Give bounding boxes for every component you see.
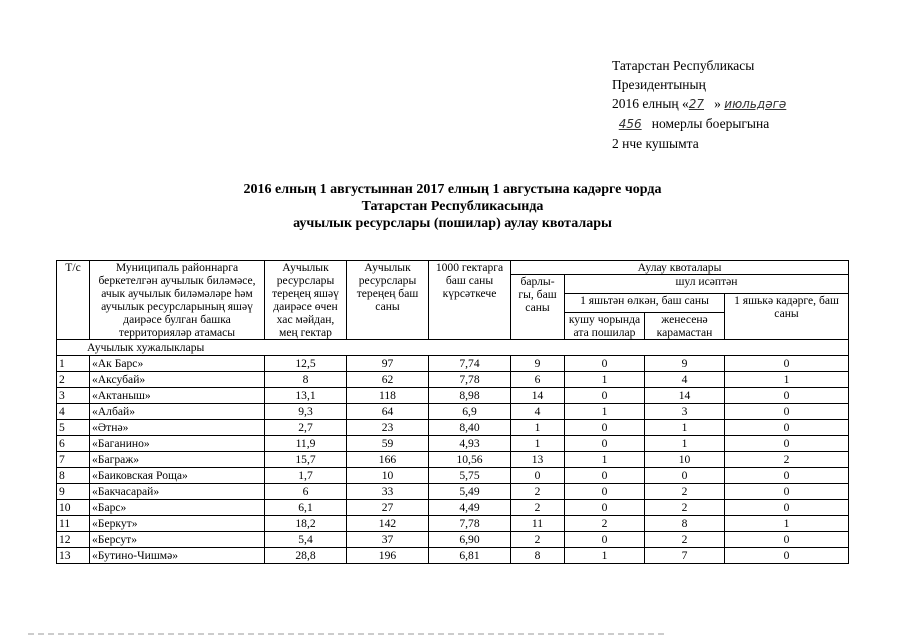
row-area: 6	[265, 484, 347, 500]
row-unsexed: 1	[645, 420, 725, 436]
row-name: «Беркут»	[90, 516, 265, 532]
col-header-unsexed: женесенә карамастан	[645, 313, 725, 340]
row-antlered: 1	[565, 372, 645, 388]
row-density: 4,49	[429, 500, 511, 516]
row-under1: 0	[725, 388, 849, 404]
row-area: 18,2	[265, 516, 347, 532]
row-antlered: 1	[565, 452, 645, 468]
row-unsexed: 0	[645, 468, 725, 484]
row-unsexed: 4	[645, 372, 725, 388]
row-name: «Ак Барс»	[90, 356, 265, 372]
row-number: 9	[57, 484, 90, 500]
table-row	[57, 404, 849, 420]
row-name: «Аксубай»	[90, 372, 265, 388]
row-area: 12,5	[265, 356, 347, 372]
row-name: «Әтнә»	[90, 420, 265, 436]
col-header-num: Т/с	[57, 261, 90, 340]
table-row	[57, 500, 849, 516]
col-header-quota: Аулау квоталары	[511, 261, 849, 275]
table-row	[57, 356, 849, 372]
col-header-total: барлы-гы, баш саны	[511, 275, 565, 340]
row-density: 6,81	[429, 548, 511, 564]
handwritten-number: 456	[618, 117, 642, 131]
row-under1: 1	[725, 516, 849, 532]
row-area: 11,9	[265, 436, 347, 452]
table-row	[57, 516, 849, 532]
row-name: «Барс»	[90, 500, 265, 516]
row-total: 8	[511, 548, 565, 564]
row-area: 15,7	[265, 452, 347, 468]
row-area: 28,8	[265, 548, 347, 564]
row-number: 3	[57, 388, 90, 404]
row-count: 10	[347, 468, 429, 484]
row-area: 9,3	[265, 404, 347, 420]
row-under1: 0	[725, 548, 849, 564]
row-antlered: 1	[565, 548, 645, 564]
table-row	[57, 452, 849, 468]
row-area: 5,4	[265, 532, 347, 548]
appendix-label: 2 нче кушымта	[612, 136, 699, 151]
table-row	[57, 532, 849, 548]
row-antlered: 1	[565, 404, 645, 420]
row-unsexed: 3	[645, 404, 725, 420]
row-antlered: 0	[565, 420, 645, 436]
row-density: 8,40	[429, 420, 511, 436]
row-total: 2	[511, 500, 565, 516]
row-name: «Баиковская Роща»	[90, 468, 265, 484]
row-unsexed: 7	[645, 548, 725, 564]
row-unsexed: 14	[645, 388, 725, 404]
row-antlered: 0	[565, 468, 645, 484]
row-count: 64	[347, 404, 429, 420]
table-row	[57, 548, 849, 564]
scan-edge-line	[28, 633, 668, 635]
row-number: 2	[57, 372, 90, 388]
row-unsexed: 9	[645, 356, 725, 372]
col-header-over1: 1 яшьтән өлкән, баш саны	[565, 294, 725, 313]
row-under1: 0	[725, 436, 849, 452]
row-under1: 0	[725, 404, 849, 420]
row-unsexed: 10	[645, 452, 725, 468]
row-density: 8,98	[429, 388, 511, 404]
row-number: 11	[57, 516, 90, 532]
row-count: 59	[347, 436, 429, 452]
table-row	[57, 388, 849, 404]
table-row	[57, 436, 849, 452]
row-antlered: 0	[565, 532, 645, 548]
row-density: 7,78	[429, 516, 511, 532]
row-under1: 0	[725, 420, 849, 436]
row-name: «Берсут»	[90, 532, 265, 548]
document-title: 2016 елның 1 августыннан 2017 елның 1 августына кадәрге чорда Татарстан Республикасында аучылык ресурслары (пошилар) аулау квоталары	[243, 182, 662, 231]
row-under1: 0	[725, 468, 849, 484]
handwritten-day: 27	[688, 97, 705, 111]
row-total: 11	[511, 516, 565, 532]
row-number: 12	[57, 532, 90, 548]
row-under1: 0	[725, 500, 849, 516]
handwritten-month: июльдәгә	[724, 97, 787, 111]
decree-number-line: 456 номерлы боерыгына	[618, 116, 770, 131]
row-under1: 0	[725, 356, 849, 372]
col-header-count: Аучылык ресурслары тереңең баш саны	[347, 261, 429, 340]
row-number: 7	[57, 452, 90, 468]
row-name: «Баганино»	[90, 436, 265, 452]
row-number: 4	[57, 404, 90, 420]
row-number: 10	[57, 500, 90, 516]
row-density: 7,78	[429, 372, 511, 388]
row-density: 4,93	[429, 436, 511, 452]
row-density: 5,75	[429, 468, 511, 484]
row-total: 6	[511, 372, 565, 388]
row-total: 0	[511, 468, 565, 484]
col-header-antlered: кушу чорында ата пошилар	[565, 313, 645, 340]
row-name: «Албай»	[90, 404, 265, 420]
row-total: 4	[511, 404, 565, 420]
row-total: 14	[511, 388, 565, 404]
row-count: 33	[347, 484, 429, 500]
row-unsexed: 2	[645, 484, 725, 500]
section-label: Аучылык хужалыклары	[57, 340, 849, 356]
col-header-municipality: Муниципаль районнарга беркетелгән аучылык биләмәсе, ачык аучылык биләмәләре һәм аучылык ресурсларының яшәү даирәсе булган башка территорияләр атамасы	[90, 261, 265, 340]
col-header-area: Аучылык ресурслары тереңең яшәү даирәсе өчен хас мәйдан, мең гектар	[265, 261, 347, 340]
row-density: 6,9	[429, 404, 511, 420]
row-total: 13	[511, 452, 565, 468]
row-count: 196	[347, 548, 429, 564]
row-under1: 1	[725, 372, 849, 388]
row-total: 2	[511, 532, 565, 548]
row-count: 62	[347, 372, 429, 388]
row-under1: 0	[725, 484, 849, 500]
row-antlered: 0	[565, 388, 645, 404]
row-number: 1	[57, 356, 90, 372]
row-count: 27	[347, 500, 429, 516]
row-number: 5	[57, 420, 90, 436]
row-number: 6	[57, 436, 90, 452]
col-header-density: 1000 гектарга баш саны күрсәткече	[429, 261, 511, 340]
table-row	[57, 468, 849, 484]
row-count: 23	[347, 420, 429, 436]
row-density: 6,90	[429, 532, 511, 548]
row-area: 13,1	[265, 388, 347, 404]
row-count: 97	[347, 356, 429, 372]
row-name: «Бутино-Чишмә»	[90, 548, 265, 564]
document-header	[612, 56, 786, 153]
row-total: 2	[511, 484, 565, 500]
row-unsexed: 1	[645, 436, 725, 452]
row-count: 142	[347, 516, 429, 532]
row-count: 37	[347, 532, 429, 548]
row-density: 7,74	[429, 356, 511, 372]
row-under1: 0	[725, 532, 849, 548]
row-density: 10,56	[429, 452, 511, 468]
header-line: Президентының	[612, 77, 706, 92]
row-name: «Баграж»	[90, 452, 265, 468]
row-unsexed: 2	[645, 532, 725, 548]
row-count: 166	[347, 452, 429, 468]
row-antlered: 0	[565, 500, 645, 516]
row-area: 8	[265, 372, 347, 388]
row-number: 13	[57, 548, 90, 564]
quota-table	[56, 260, 849, 564]
row-under1: 2	[725, 452, 849, 468]
row-name: «Бакчасарай»	[90, 484, 265, 500]
row-count: 118	[347, 388, 429, 404]
col-header-under1: 1 яшькә кадәрге, баш саны	[725, 294, 849, 340]
row-density: 5,49	[429, 484, 511, 500]
row-unsexed: 2	[645, 500, 725, 516]
row-total: 1	[511, 436, 565, 452]
table-row	[57, 484, 849, 500]
row-area: 2,7	[265, 420, 347, 436]
row-number: 8	[57, 468, 90, 484]
row-antlered: 0	[565, 484, 645, 500]
table-row	[57, 372, 849, 388]
row-antlered: 0	[565, 356, 645, 372]
row-name: «Актаныш»	[90, 388, 265, 404]
decree-date-line: 2016 елның «27 » июльдәгә	[612, 96, 787, 111]
row-antlered: 0	[565, 436, 645, 452]
row-unsexed: 8	[645, 516, 725, 532]
col-header-including: шул исәптән	[565, 275, 849, 294]
row-area: 1,7	[265, 468, 347, 484]
row-total: 9	[511, 356, 565, 372]
table-row	[57, 420, 849, 436]
row-area: 6,1	[265, 500, 347, 516]
header-line: Татарстан Республикасы	[612, 58, 755, 73]
row-total: 1	[511, 420, 565, 436]
row-antlered: 2	[565, 516, 645, 532]
